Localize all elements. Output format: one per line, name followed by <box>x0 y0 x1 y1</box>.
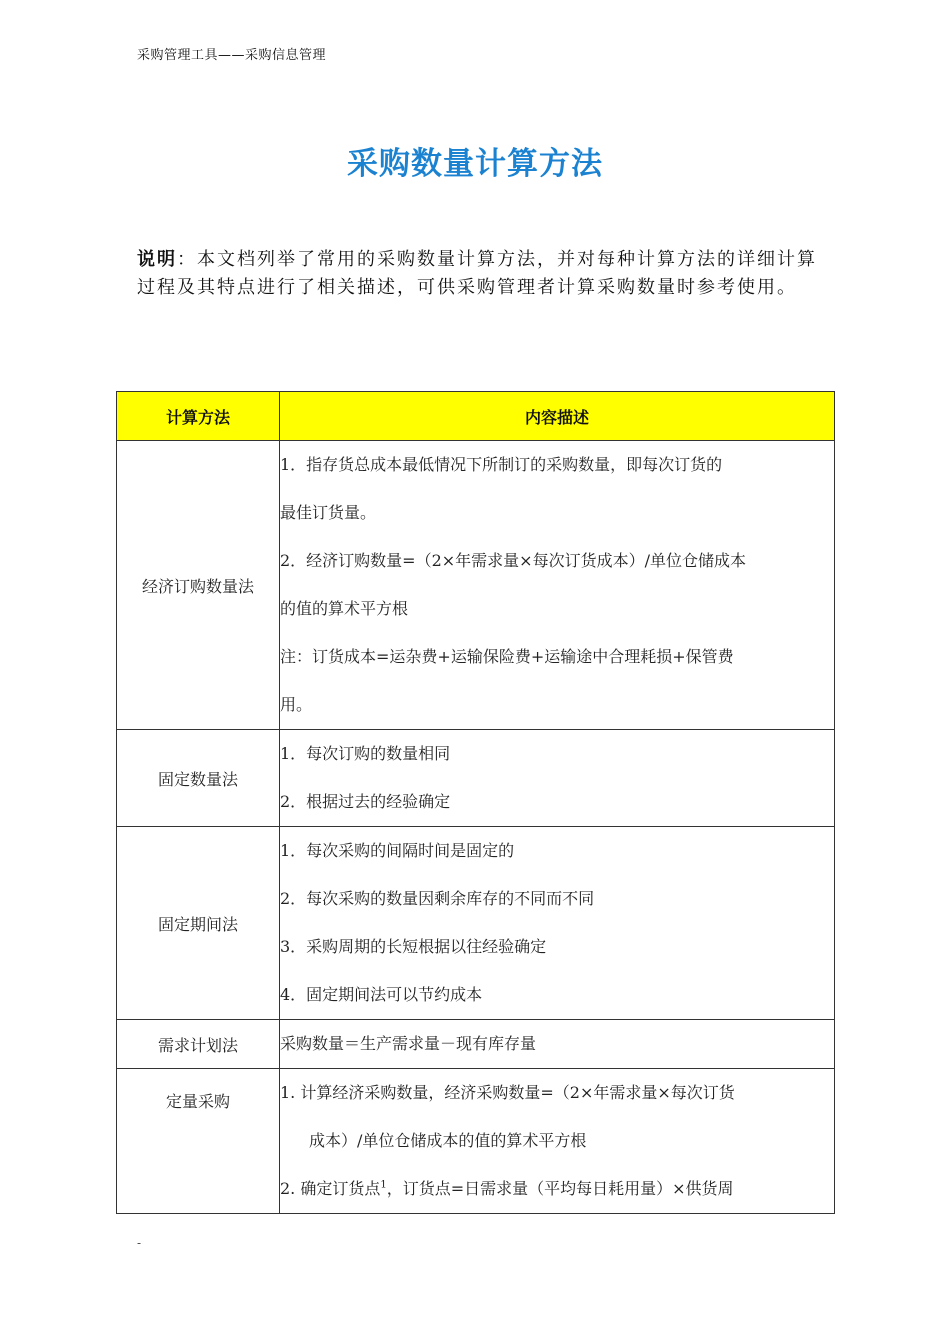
description-line: 用。 <box>280 695 313 714</box>
description-line: 1. 计算经济采购数量，经济采购数量=（2×年需求量×每次订货 <box>280 1083 735 1102</box>
description-line: 成本）/单位仓储成本的值的算术平方根 <box>309 1131 587 1150</box>
description-line: 注：订货成本=运杂费+运输保险费+运输途中合理耗损+保管费 <box>280 647 734 666</box>
table-row <box>117 1069 835 1214</box>
document-title: 采购数量计算方法 <box>347 146 603 182</box>
description-line: 3．采购周期的长短根据以往经验确定 <box>280 937 547 956</box>
description-line: 的值的算术平方根 <box>280 599 409 618</box>
table-row <box>117 827 835 1020</box>
description-cell <box>280 1069 835 1214</box>
footer-mark: - <box>137 1236 142 1250</box>
description-line <box>280 1165 834 1213</box>
page-header: 采购管理工具——采购信息管理 <box>137 48 327 63</box>
intro-text: ：本文档列举了常用的采购数量计算方法，并对每种计算方法的详细计算过程及其特点进行了相关描述，可供采购管理者计算采购数量时参考使用。 <box>137 249 817 298</box>
intro-paragraph <box>137 246 817 302</box>
table-row <box>117 441 835 730</box>
description-cell <box>280 827 835 1020</box>
footnote-mark: 1 <box>380 1179 387 1191</box>
description-line: 1．每次订购的数量相同 <box>280 744 451 763</box>
description-cell <box>280 441 835 730</box>
methods-table <box>116 391 835 1214</box>
intro-label: 说明 <box>137 249 177 270</box>
method-cell: 固定期间法 <box>117 827 280 1020</box>
description-fragment: 2. 确定订货点 <box>280 1179 381 1198</box>
table-row <box>117 730 835 827</box>
description-line: 1．指存货总成本最低情况下所制订的采购数量，即每次订货的 <box>280 455 723 474</box>
header-description: 内容描述 <box>280 392 835 441</box>
method-cell: 需求计划法 <box>117 1020 280 1069</box>
method-cell: 定量采购 <box>117 1069 280 1214</box>
description-line: 采购数量＝生产需求量－现有库存量 <box>280 1034 537 1053</box>
header-method: 计算方法 <box>117 392 280 441</box>
description-line: 4．固定期间法可以节约成本 <box>280 985 483 1004</box>
description-line: 2．经济订购数量=（2×年需求量×每次订货成本）/单位仓储成本 <box>280 551 746 570</box>
description-line: 1．每次采购的间隔时间是固定的 <box>280 841 515 860</box>
description-line: 最佳订货量。 <box>280 503 377 522</box>
description-cell <box>280 1020 835 1069</box>
table-header-row <box>117 392 835 441</box>
description-line: 2．根据过去的经验确定 <box>280 792 451 811</box>
table-row <box>117 1020 835 1069</box>
description-fragment: ，订货点=日需求量（平均每日耗用量）×供货周 <box>386 1179 734 1198</box>
description-line: 2．每次采购的数量因剩余库存的不同而不同 <box>280 889 595 908</box>
description-cell <box>280 730 835 827</box>
method-cell: 固定数量法 <box>117 730 280 827</box>
method-cell: 经济订购数量法 <box>117 441 280 730</box>
